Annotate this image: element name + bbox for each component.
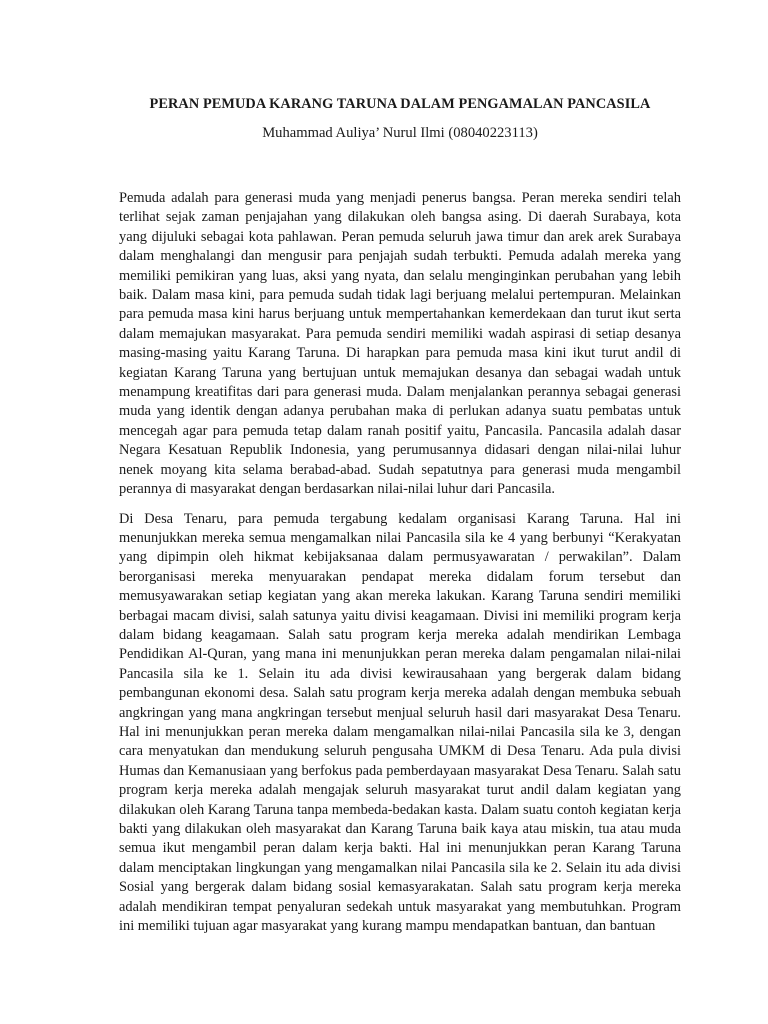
body-paragraph: Di Desa Tenaru, para pemuda tergabung kedalam organisasi Karang Taruna. Hal ini menunjukkan mereka semua mengamalkan nilai Pancasila sila ke 4 yang berbunyi “Kerakyatan yang dipimpin oleh hikmat kebijaksanaa dalam permusyawaratan / perwakilan”. Dalam berorganisasi mereka menyuarakan pendapat mereka didalam forum tersebut dan memusyawarakan setiap kegiatan yang akan mereka lakukan. Karang Taruna sendiri memiliki berbagai macam divisi, salah satunya yaitu divisi keagamaan. Divisi ini memiliki program kerja dalam bidang keagamaan. Salah satu program kerja mereka adalah mendirikan Lembaga Pendidikan Al-Quran, yang mana ini menunjukkan peran mereka dalam pengamalan nilai-nilai Pancasila sila ke 1. Selain itu ada divisi kewirausahaan yang bergerak dalam bidang pembangunan ekonomi desa. Salah satu program kerja mereka adalah dengan membuka sebuah angkringan yang mana angkringan tersebut menjual seluruh hasil dari masyarakat Desa Tenaru. Hal ini menunjukkan peran mereka dalam mengamalkan nilai-nilai Pancasila sila ke 3, dengan cara menyatukan dan mendukung seluruh pengusaha UMKM di Desa Tenaru. Ada pula divisi Humas dan Kemanusiaan yang berfokus pada pemberdayaan masyarakat Desa Tenaru. Salah satu program kerja mereka adalah mengajak seluruh masyarakat turut andil dalam kegiatan yang dilakukan oleh Karang Taruna tanpa membeda-bedakan kasta. Dalam suatu contoh kegiatan kerja bakti yang dilakukan oleh masyarakat dan Karang Taruna baik kaya atau miskin, tua atau muda semua ikut mengambil peran dalam kerja bakti. Hal ini menunjukkan peran Karang Taruna dalam menciptakan lingkungan yang mengamalkan nilai Pancasila sila ke 2. Selain itu ada divisi Sosial yang bergerak dalam bidang sosial kemasyarakatan. Salah satu program kerja mereka adalah mendikiran tempat penyaluran sedekah untuk masyarakat yang membutuhkan. Program ini memiliki tujuan agar masyarakat yang kurang mampu mendapatkan bantuan, dan bantuan <box>119 510 681 935</box>
document-title: PERAN PEMUDA KARANG TARUNA DALAM PENGAMALAN PANCASILA <box>149 96 651 112</box>
document-body <box>119 189 681 936</box>
author-line: Muhammad Auliya’ Nurul Ilmi (08040223113) <box>262 125 538 141</box>
body-paragraph: Pemuda adalah para generasi muda yang menjadi penerus bangsa. Peran mereka sendiri telah terlihat sejak zaman penjajahan yang dilakukan oleh bangsa asing. Di daerah Surabaya, kota yang dijuluki sebagai kota pahlawan. Peran pemuda seluruh jawa timur dan arek arek Surabaya dalam menghalangi dan mengusir para penjajah sudah terbukti. Pemuda adalah mereka yang memiliki pemikiran yang luas, aksi yang nyata, dan selalu menginginkan perubahan yang lebih baik. Dalam masa kini, para pemuda sudah tidak lagi berjuang melalui pertempuran. Melainkan para pemuda masa kini harus berjuang untuk mempertahankan kemerdekaan dan turut ikut serta dalam memajukan masyarakat. Para pemuda sendiri memiliki wadah aspirasi di setiap desanya masing-masing yaitu Karang Taruna. Di harapkan para pemuda masa kini ikut turut andil di kegiatan Karang Taruna yang bertujuan untuk memajukan desanya dan sebagai wadah untuk menampung kreatifitas dari para generasi muda. Dalam menjalankan perannya sebagai generasi muda yang identik dengan adanya perubahan maka di perlukan adanya suatu pembatas untuk mencegah agar para pemuda tetap dalam ranah positif yaitu, Pancasila. Pancasila adalah dasar Negara Kesatuan Republik Indonesia, yang perumusannya didasari dengan nilai-nilai luhur nenek moyang kita selama berabad-abad. Sudah sepatutnya para generasi muda mengambil perannya di masyarakat dengan berdasarkan nilai-nilai luhur dari Pancasila. <box>119 190 681 498</box>
